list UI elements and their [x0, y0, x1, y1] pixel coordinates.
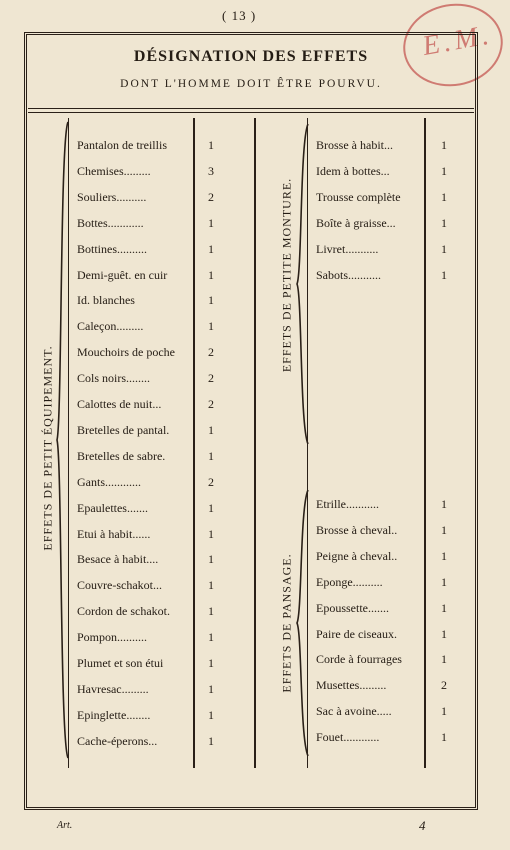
item-quantity: 1 — [441, 497, 447, 511]
page-title: DÉSIGNATION DES EFFETS — [133, 48, 369, 65]
item-name: Plumet et son étui — [77, 656, 164, 670]
item-name: Pantalon de treillis — [77, 138, 167, 152]
stamp-text: E.M. — [420, 19, 495, 63]
item-name: Havresac......... — [77, 681, 149, 696]
item-quantity: 1 — [441, 600, 447, 615]
item-quantity: 1 — [208, 267, 214, 282]
item-name: Cache-éperons... — [77, 733, 158, 748]
item-name: Demi-guêt. en cuir — [77, 267, 168, 282]
item-name: Souliers.......... — [77, 189, 147, 204]
item-quantity: 1 — [441, 548, 447, 563]
item-name: Mouchoirs de poche — [77, 345, 175, 360]
item-name: Bretelles de pantal. — [77, 422, 170, 437]
item-quantity: 1 — [208, 500, 214, 515]
item-name: Besace à habit.... — [77, 552, 159, 567]
item-name: Epaulettes....... — [77, 500, 148, 515]
item-quantity: 1 — [208, 448, 214, 463]
item-quantity: 2 — [441, 678, 447, 693]
item-name: Epinglette........ — [77, 707, 151, 722]
item-name: Brosse à habit... — [316, 138, 393, 152]
item-name: Cols noirs........ — [77, 371, 151, 386]
item-name: Bretelles de sabre. — [77, 448, 166, 463]
item-quantity: 1 — [208, 526, 214, 541]
item-name: Pompon.......... — [77, 630, 148, 645]
right-bottom-group-label: EFFETS DE PANSAGE. — [279, 553, 294, 693]
item-name: Cordon de schakot. — [77, 604, 170, 619]
item-quantity: 1 — [208, 630, 214, 645]
item-quantity: 1 — [208, 656, 214, 670]
item-name: Id. blanches — [77, 293, 135, 308]
item-quantity: 1 — [441, 216, 447, 230]
item-name: Paire de ciseaux. — [316, 626, 397, 641]
item-name: Sabots........... — [316, 268, 382, 282]
item-name: Musettes......... — [316, 678, 387, 693]
left-qty-divider — [193, 118, 195, 768]
item-quantity: 1 — [441, 652, 447, 667]
right-bottom-brace — [296, 488, 310, 758]
item-quantity: 1 — [208, 422, 214, 437]
item-quantity: 1 — [441, 522, 447, 537]
item-name: Boîte à graisse... — [316, 216, 396, 230]
right-qty-divider — [424, 118, 426, 768]
center-divider — [254, 118, 256, 768]
item-quantity: 1 — [441, 730, 447, 745]
item-name: Bottines.......... — [77, 241, 148, 256]
item-quantity: 1 — [208, 215, 214, 230]
item-quantity: 1 — [208, 578, 214, 593]
item-quantity: 1 — [441, 626, 447, 641]
item-quantity: 1 — [441, 574, 447, 589]
footer-art-label: Art. — [57, 820, 73, 831]
item-name: Idem à bottes... — [316, 164, 390, 178]
item-name: Caleçon......... — [77, 319, 144, 334]
item-name: Etrille........... — [316, 497, 379, 511]
item-name: Brosse à cheval.. — [316, 522, 398, 537]
item-quantity: 1 — [441, 190, 447, 204]
item-quantity: 1 — [441, 242, 447, 256]
item-quantity: 1 — [441, 164, 447, 178]
item-quantity: 1 — [208, 681, 214, 696]
item-name: Livret........... — [316, 242, 379, 256]
item-name: Chemises......... — [77, 163, 151, 178]
item-name: Trousse complète — [316, 190, 401, 204]
item-quantity: 1 — [208, 733, 214, 748]
item-quantity: 2 — [208, 189, 214, 204]
item-name: Eponge.......... — [316, 574, 383, 589]
item-name: Etui à habit...... — [77, 526, 151, 541]
item-name: Sac à avoine..... — [316, 704, 392, 719]
item-name: Gants............ — [77, 474, 141, 489]
left-group-label: EFFETS DE PETIT ÉQUIPEMENT. — [40, 345, 55, 551]
page-subtitle: DONT L'HOMME DOIT ÊTRE POURVU. — [120, 78, 382, 90]
item-name: Corde à fourrages — [316, 652, 402, 667]
item-quantity: 1 — [208, 241, 214, 256]
item-quantity: 1 — [208, 604, 214, 619]
page-number: ( 13 ) — [222, 8, 257, 23]
item-quantity: 1 — [208, 319, 214, 334]
item-quantity: 1 — [208, 138, 214, 152]
footer-signature-mark: 4 — [419, 818, 426, 833]
left-brace — [56, 120, 70, 760]
item-quantity: 1 — [208, 552, 214, 567]
item-name: Peigne à cheval.. — [316, 548, 398, 563]
item-quantity: 3 — [208, 163, 214, 178]
item-quantity: 1 — [441, 138, 447, 152]
item-quantity: 2 — [208, 345, 214, 360]
header-rule-double — [28, 112, 474, 113]
right-top-brace — [296, 122, 310, 446]
item-quantity: 1 — [208, 293, 214, 308]
item-name: Epoussette....... — [316, 600, 389, 615]
item-quantity: 2 — [208, 397, 214, 411]
item-quantity: 1 — [441, 704, 447, 719]
right-top-group-label: EFFETS DE PETITE MONTURE. — [279, 177, 294, 373]
item-quantity: 2 — [208, 371, 214, 386]
header-rule — [28, 108, 474, 109]
item-quantity: 1 — [441, 268, 447, 282]
item-name: Fouet............ — [316, 730, 380, 745]
item-quantity: 1 — [208, 707, 214, 722]
item-name: Calottes de nuit... — [77, 397, 162, 411]
item-name: Couvre-schakot... — [77, 578, 162, 593]
item-quantity: 2 — [208, 474, 214, 489]
item-name: Bottes............ — [77, 215, 144, 230]
